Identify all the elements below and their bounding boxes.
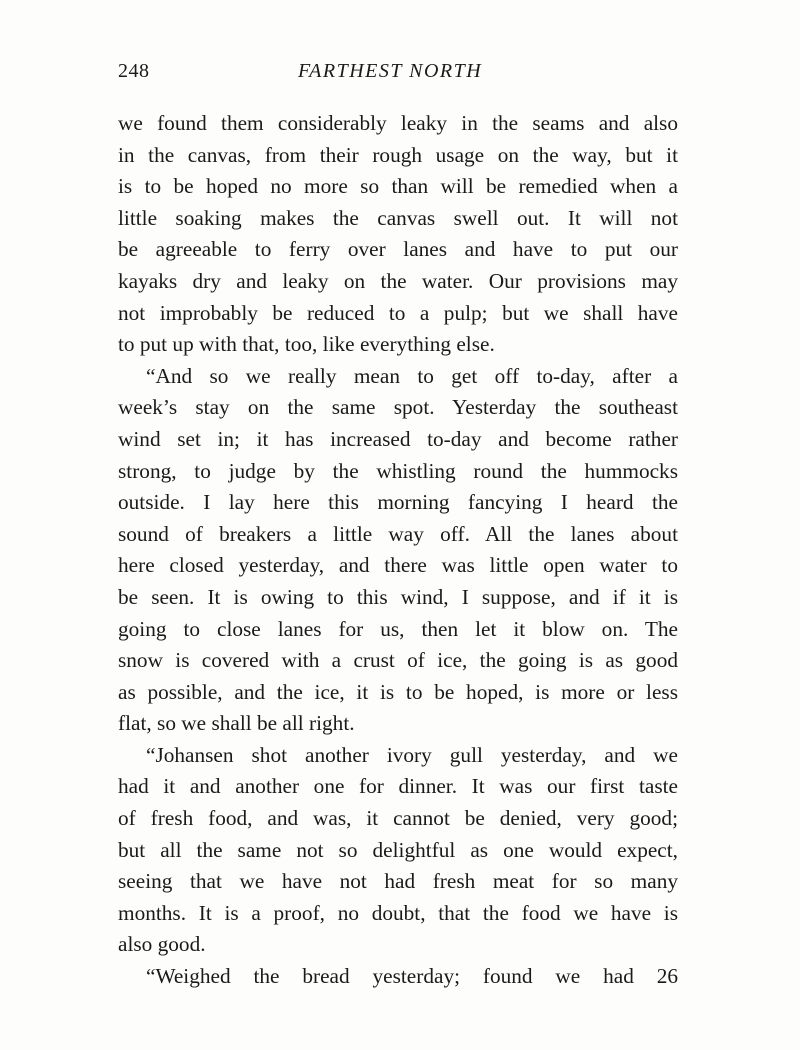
- text-line: but all the same not so delightful as one would expect,: [118, 837, 678, 862]
- text-line: here closed yesterday, and there was little open water to: [118, 553, 678, 578]
- body-text: [118, 108, 678, 993]
- text-line: snow is covered with a crust of ice, the going is as good: [118, 648, 678, 673]
- text-line: months. It is a proof, no doubt, that the food we have is: [118, 900, 678, 925]
- text-line: had it and another one for dinner. It was our first taste: [118, 774, 678, 799]
- text-line: “Johansen shot another ivory gull yesterday, and we: [146, 742, 678, 767]
- text-line: is to be hoped no more so than will be remedied when a: [118, 174, 678, 199]
- text-line: wind set in; it has increased to-day and become rather: [118, 426, 678, 451]
- text-line: be agreeable to ferry over lanes and have to put our: [118, 237, 678, 262]
- running-title: FARTHEST NORTH: [298, 60, 483, 82]
- text-line: also good.: [118, 932, 206, 957]
- text-line: seeing that we have not had fresh meat for so many: [118, 869, 678, 894]
- text-line: sound of breakers a little way off. All the lanes about: [118, 521, 678, 546]
- page-header: [118, 60, 678, 90]
- page-number: 248: [118, 60, 150, 82]
- text-line: little soaking makes the canvas swell out. It will not: [118, 205, 678, 230]
- text-line: to put up with that, too, like everything else.: [118, 332, 495, 357]
- text-line: outside. I lay here this morning fancying I heard the: [118, 490, 678, 515]
- text-line: as possible, and the ice, it is to be hoped, is more or less: [118, 679, 678, 704]
- text-line: week’s stay on the same spot. Yesterday the southeast: [118, 395, 678, 420]
- text-line: not improbably be reduced to a pulp; but we shall have: [118, 300, 678, 325]
- text-line: flat, so we shall be all right.: [118, 711, 355, 736]
- text-line: of fresh food, and was, it cannot be denied, very good;: [118, 806, 678, 831]
- text-line: be seen. It is owing to this wind, I suppose, and if it is: [118, 584, 678, 609]
- text-line: going to close lanes for us, then let it blow on. The: [118, 616, 678, 641]
- text-line: in the canvas, from their rough usage on the way, but it: [118, 142, 678, 167]
- text-line: “Weighed the bread yesterday; found we had 26: [146, 964, 678, 989]
- text-line: kayaks dry and leaky on the water. Our provisions may: [118, 268, 678, 293]
- text-line: we found them considerably leaky in the seams and also: [118, 111, 678, 135]
- text-line: “And so we really mean to get off to-day, after a: [146, 363, 678, 388]
- text-line: strong, to judge by the whistling round the hummocks: [118, 458, 678, 483]
